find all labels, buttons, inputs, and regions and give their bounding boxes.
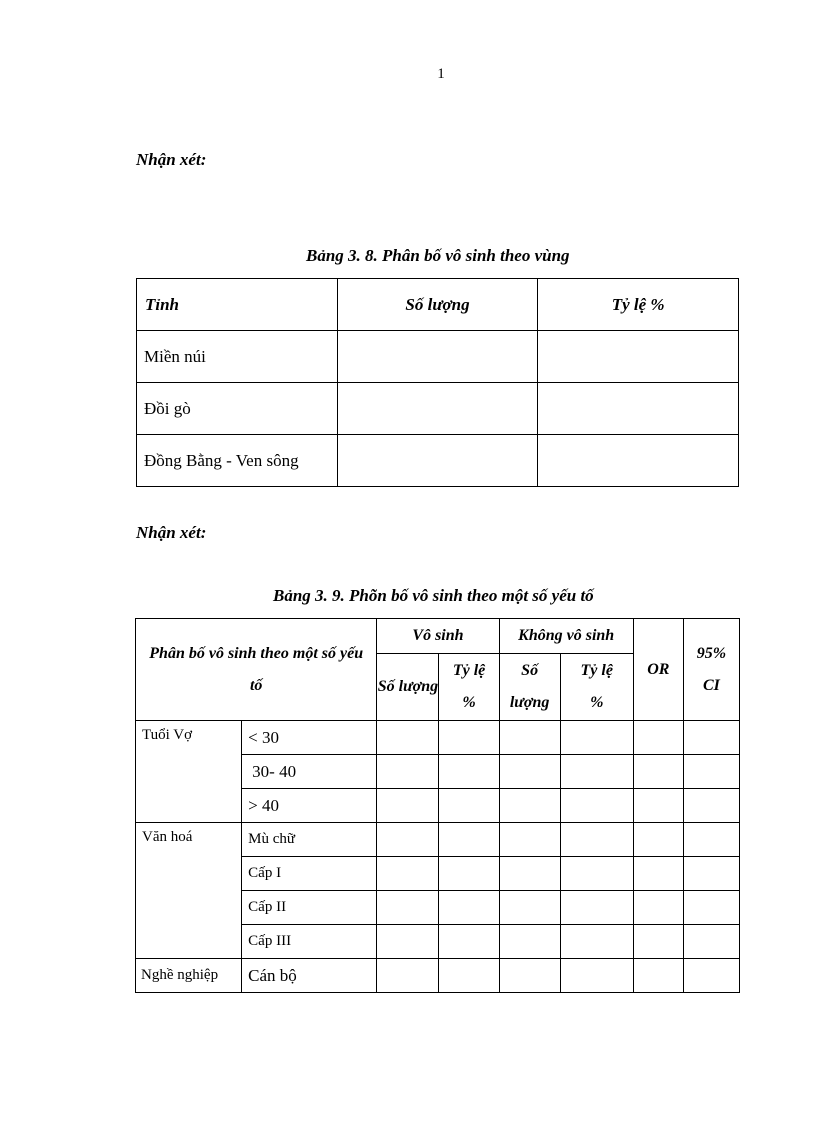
column-header-count: Số lượng (337, 279, 538, 331)
group-label-age: Tuổi Vợ (136, 721, 242, 823)
table-cell (337, 331, 538, 383)
table-3-8 (136, 278, 739, 487)
table-header-row (136, 619, 740, 654)
table-3-8-title: Bảng 3. 8. Phân bố vô sinh theo vùng (306, 246, 570, 265)
table-cell (538, 383, 739, 435)
table-row (137, 383, 739, 435)
remark-label: Nhận xét: (136, 150, 207, 169)
table-row (136, 959, 740, 993)
row-label: 30- 40 (242, 755, 377, 789)
row-label: Cấp III (242, 925, 377, 959)
row-label: Cán bộ (242, 959, 377, 993)
column-header-factor: Phân bố vô sinh theo một số yếu tố (136, 619, 377, 721)
column-header-or: OR (633, 619, 683, 721)
table-cell (337, 435, 538, 487)
table-row (137, 435, 739, 487)
column-header-percent: Tỷ lệ % (560, 654, 633, 721)
table-cell (337, 383, 538, 435)
column-header-not-infertile: Không vô sinh (499, 619, 633, 654)
row-label: > 40 (242, 789, 377, 823)
table-header-row (137, 279, 739, 331)
page-number: 1 (437, 66, 445, 82)
table-cell (538, 435, 739, 487)
column-header-count: Số lượng (377, 654, 439, 721)
remark-label: Nhận xét: (136, 523, 207, 542)
table-cell (538, 331, 739, 383)
table-row (136, 721, 740, 755)
row-label: Cấp II (242, 891, 377, 925)
column-header-count: Số lượng (499, 654, 560, 721)
row-label: Đồng Bằng - Ven sông (137, 435, 338, 487)
column-header-ci: 95% CI (683, 619, 739, 721)
row-label: Miền núi (137, 331, 338, 383)
row-label: < 30 (242, 721, 377, 755)
group-label-occupation: Nghề nghiệp (136, 959, 242, 993)
column-header-percent: Tỷ lệ % (538, 279, 739, 331)
row-label: Đồi gò (137, 383, 338, 435)
table-3-9 (135, 618, 740, 993)
column-header-province: Tỉnh (137, 279, 338, 331)
column-header-infertile: Vô sinh (377, 619, 499, 654)
table-row (136, 823, 740, 857)
group-label-education: Văn hoá (136, 823, 242, 959)
row-label: Mù chữ (242, 823, 377, 857)
column-header-percent: Tỷ lệ % (439, 654, 499, 721)
table-3-9-title: Bảng 3. 9. Phõn bố vô sinh theo một số yếu tố (273, 586, 594, 605)
row-label: Cấp I (242, 857, 377, 891)
table-row (137, 331, 739, 383)
